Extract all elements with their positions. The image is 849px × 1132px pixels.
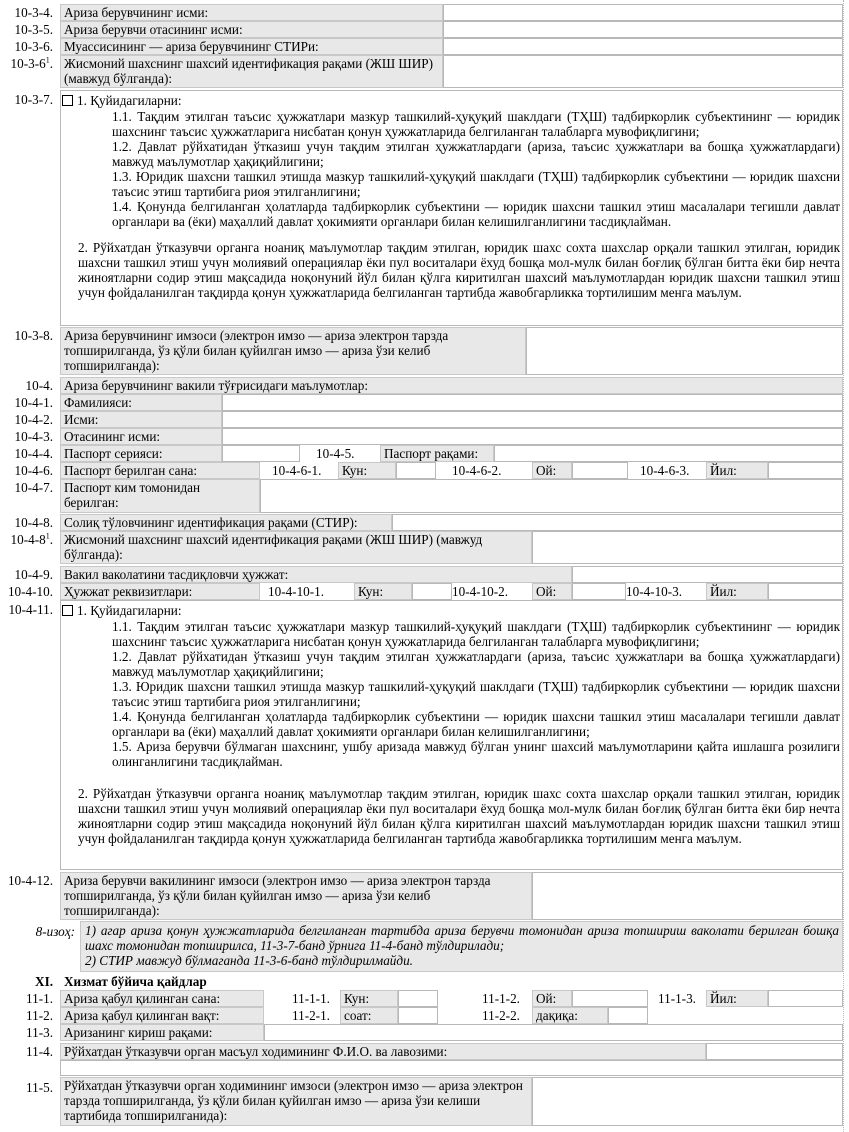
field-label: Ариза берувчи вакилининг имзоси (электрон имзо — ариза электрон тарзда топширилганда, ўз қўли билан қуйилган имзо — ариза ўзи келиб топширилганда): (60, 872, 532, 920)
item-number: 10-3-5. (14, 22, 53, 37)
declaration-checkbox-row[interactable]: 1. Қуйидагиларни: (62, 93, 182, 108)
official-name-field-extended[interactable] (60, 1060, 843, 1076)
page-margin-line (843, 0, 844, 1132)
section-number: XI. (35, 974, 53, 989)
year-field[interactable] (768, 990, 843, 1007)
field-label: Муассисининг — ариза берувчининг СТИРи: (60, 38, 443, 55)
note-text: 1) агар ариза қонун ҳужжатларида белгиланган тартибда ариза берувчи томонидан ариза топшириш ваколати берилган бошқа шахс томонидан топширилса, 11-3-7-банд ўрнига 11-4-банд тўлдирилади; 2) СТИР мавжуд бўлмаганда 11-3-6-банд тўлдирилмайди. (85, 923, 839, 968)
field-label: Ариза берувчи отасининг исми: (60, 21, 443, 38)
rep-patronymic-field[interactable] (222, 428, 843, 445)
month-field[interactable] (572, 990, 648, 1007)
field-label: Ариза қабул қилинган сана: (60, 990, 264, 1007)
field-label: Паспорт рақами: (380, 445, 494, 462)
field-label: Жисмоний шахснинг шахсий идентификация рақами (ЖШ ШИР) (мавжуд бўлганда): (60, 55, 443, 88)
authority-doc-field[interactable] (572, 566, 843, 583)
year-label: Йил: (706, 583, 768, 600)
hour-field[interactable] (398, 1007, 438, 1024)
founder-tin-field[interactable] (443, 38, 843, 55)
item-number: 11-2. (26, 1008, 53, 1023)
sub-number: 10-4-6-3. (640, 463, 690, 478)
checkbox[interactable] (62, 95, 73, 106)
item-number: 11-5. (26, 1080, 53, 1095)
item-number: 10-4-2. (14, 412, 53, 427)
item-number: $10-3-6^1$. (10, 55, 53, 71)
pinfl-field[interactable] (443, 55, 843, 88)
item-number: 10-4-4. (14, 446, 53, 461)
sub-number: 11-1-2. (482, 991, 520, 1006)
item-number: 10-4-10. (7, 584, 53, 599)
item-number: $10-4-8^1$. (10, 531, 53, 547)
item-number: 10-4-9. (14, 567, 53, 582)
month-label: Ой: (532, 583, 572, 600)
sub-number: 10-4-10-3. (626, 584, 683, 599)
rep-signature-field[interactable] (532, 872, 843, 920)
sub-number: 11-2-2. (482, 1008, 520, 1023)
item-number: 11-4. (26, 1044, 53, 1059)
passport-issuer-field[interactable] (260, 479, 843, 513)
rep-name-field[interactable] (222, 411, 843, 428)
day-field[interactable] (396, 462, 436, 479)
sub-number: 10-4-6-2. (452, 463, 502, 478)
item-number: 11-3. (26, 1025, 53, 1040)
day-field[interactable] (412, 583, 452, 600)
section-title: Хизмат бўйича қайдлар (64, 974, 207, 989)
month-label: Ой: (532, 462, 572, 479)
year-label: Йил: (706, 462, 768, 479)
day-label: Кун: (340, 990, 398, 1007)
item-number: 10-4-5. (316, 446, 355, 461)
item-number: 10-3-8. (14, 328, 53, 343)
month-field[interactable] (572, 583, 626, 600)
minute-label: дақиқа: (532, 1007, 608, 1024)
item-number: 11-1. (26, 991, 53, 1006)
item-number: 10-4-6. (14, 463, 53, 478)
note-label: 8-изоҳ: (35, 924, 75, 939)
sub-number: 10-4-10-1. (268, 584, 325, 599)
field-label: Паспорт берилган сана: (60, 462, 260, 479)
passport-number-field[interactable] (494, 445, 843, 462)
field-label: Рўйхатдан ўтказувчи орган масъул ходимининг Ф.И.О. ва лавозими: (60, 1043, 706, 1060)
month-field[interactable] (572, 462, 628, 479)
year-field[interactable] (768, 583, 843, 600)
entry-number-field[interactable] (264, 1024, 843, 1041)
field-label: Аризанинг кириш рақами: (60, 1024, 264, 1041)
field-label: Вакил ваколатини тасдиқловчи ҳужжат: (60, 566, 572, 583)
sub-number: 11-1-1. (292, 991, 330, 1006)
field-label: Жисмоний шахснинг шахсий идентификация рақами (ЖШ ШИР) (мавжуд бўлганда): (60, 531, 532, 564)
minute-field[interactable] (608, 1007, 648, 1024)
sub-number: 11-1-3. (658, 991, 696, 1006)
field-label: Исми: (60, 411, 222, 428)
sub-number: 10-4-6-1. (272, 463, 322, 478)
field-label: Паспорт серияси: (60, 445, 222, 462)
field-label: Паспорт ким томонидан берилган: (60, 479, 260, 513)
field-label: Отасининг исми: (60, 428, 222, 445)
field-label: Фамилияси: (60, 394, 222, 411)
item-number: 10-4-12. (7, 873, 53, 888)
rep-declaration-checkbox-row[interactable]: 1. Қуйидагиларни: (62, 603, 182, 618)
field-label: Рўйхатдан ўтказувчи орган ходимининг имзоси (электрон имзо — ариза электрон тарзда топширилганда, ўз қўли билан қуйилган имзо — ариза ўзи келиши тартибида топширилганида): (60, 1077, 532, 1126)
year-field[interactable] (768, 462, 843, 479)
hour-label: соат: (340, 1007, 398, 1024)
sub-number: 10-4-10-2. (452, 584, 509, 599)
sub-number: 11-2-1. (292, 1008, 330, 1023)
applicant-patronymic-field[interactable] (443, 21, 843, 38)
day-field[interactable] (398, 990, 438, 1007)
day-label: Кун: (354, 583, 412, 600)
official-name-field[interactable] (706, 1043, 843, 1060)
applicant-name-field[interactable] (443, 4, 843, 21)
passport-series-field[interactable] (222, 445, 300, 462)
field-label: Ариза берувчининг имзоси (электрон имзо — ариза электрон тарзда топширилганда, ўз қўли билан қуйилган имзо — ариза ўзи келиб топширилганда): (60, 327, 526, 375)
rep-tin-field[interactable] (392, 514, 843, 531)
signature-field[interactable] (526, 327, 843, 375)
item-number: 10-4-8. (14, 515, 53, 530)
item-number: 10-3-4. (14, 5, 53, 20)
item-number: 10-4-7. (14, 480, 53, 495)
rep-declaration-text: 1.1. Тақдим этилган таъсис ҳужжатлари мазкур ташкилий-ҳуқуқий шаклдаги (ТҲШ) тадбиркорлик субъектининг — юридик шахснинг таъсис ҳужжатларига нисбатан қонун ҳужжатларида белгиланган талабларга мувофиқлигини; 1.2. Давлат рўйхатидан ўтказиш учун тақдим этилган ҳужжатлардаги (ариза, таъсис ҳужжатлари ва бошқа ҳужжатлардаги) мавжуд маълумотлар ҳақиқийлигини; 1.3. Юридик шахсни ташкил этишда мазкур ташкилий-ҳуқуқий шаклдаги (ТҲШ) тадбиркорлик субъектини — юридик шахсни таъсис этиш тартибига риоя этилганлигини; 1.4. Қонунда белгиланган ҳолатларда тадбиркорлик субъектини — юридик шахсни ташкил этиш масалалари тегишли давлат органлари ва (ёки) маҳаллий давлат ҳокимияти органлари билан келишилганлигини; 1.5. Ариза берувчи бўлмаган шахснинг, ушбу аризада мавжуд бўлган унинг шахсий маълумотларини қайта ишлашга розилиги олинганлигини тасдиқлайман. (112, 619, 840, 769)
liability-text: 2. Рўйхатдан ўтказувчи органга ноаниқ маълумотлар тақдим этилган, юридик шахс сохта шахслар орқали ташкил этилган, юридик шахсни ташкил этиш учун молиявий операциялар ёки пул воситалари ёхуд бошқа мол-мулк билан боғлиқ бўлган битта ёки бир нечта жиноятларни содир этиш мақсадида ноқонуний йўл билан қўлга киритилган шахсий маълумотлардан юридик шахсни ташкил этиш учун фойдаланилган тақдирда қонун ҳужжатларида белгиланган тартибда жавобгарликка тортилишим менга маълум. (78, 240, 840, 300)
item-number: 10-3-7. (14, 92, 53, 107)
month-label: Ой: (532, 990, 572, 1007)
rep-liability-text: 2. Рўйхатдан ўтказувчи органга ноаниқ маълумотлар тақдим этилган, юридик шахс сохта шахслар орқали ташкил этилган, юридик шахсни ташкил этиш учун молиявий операциялар ёки пул воситалари ёхуд бошқа мол-мулк билан боғлиқ бўлган битта ёки бир нечта жиноятларни содир этиш мақсадида ноқонуний йўл билан қўлга киритилган шахсий маълумотлардан юридик шахсни ташкил этиш учун фойдаланилган тақдирда қонун ҳужжатларида белгиланган тартибда жавобгарликка тортилишим менга маълум. (78, 786, 840, 846)
field-label: Ҳужжат реквизитлари: (60, 583, 260, 600)
item-number: 10-4-11. (8, 602, 53, 617)
official-signature-field[interactable] (532, 1077, 843, 1126)
item-number: 10-4. (25, 378, 53, 393)
item-number: 10-4-1. (14, 395, 53, 410)
rep-pinfl-field[interactable] (532, 531, 843, 564)
section-label: Ариза берувчининг вакили тўғрисидаги маълумотлар: (64, 378, 369, 393)
field-label: Солиқ тўловчининг идентификация рақами (СТИР): (60, 514, 392, 531)
item-number: 10-4-3. (14, 429, 53, 444)
item-number: 10-3-6. (14, 39, 53, 54)
field-label: Ариза қабул қилинган вақт: (60, 1007, 264, 1024)
year-label: Йил: (706, 990, 768, 1007)
field-label: Ариза берувчининг исми: (60, 4, 443, 21)
checkbox[interactable] (62, 605, 73, 616)
rep-surname-field[interactable] (222, 394, 843, 411)
day-label: Кун: (338, 462, 396, 479)
declaration-text: 1.1. Тақдим этилган таъсис ҳужжатлари мазкур ташкилий-ҳуқуқий шаклдаги (ТҲШ) тадбиркорлик субъектининг — юридик шахснинг таъсис ҳужжатларига нисбатан қонун ҳужжатларида белгиланган талабларга мувофиқлигини; 1.2. Давлат рўйхатидан ўтказиш учун тақдим этилган ҳужжатлардаги (ариза, таъсис ҳужжатлари ва бошқа ҳужжатлардаги) мавжуд маълумотлар ҳақиқийлигини; 1.3. Юридик шахсни ташкил этишда мазкур ташкилий-ҳуқуқий шаклдаги (ТҲШ) тадбиркорлик субъектини — юридик шахсни таъсис этиш тартибига риоя этилганлигини; 1.4. Қонунда белгиланган ҳолатларда тадбиркорлик субъектини — юридик шахсни ташкил этиш масалалари тегишли давлат органлари ва (ёки) маҳаллий давлат ҳокимияти органлари билан келишилганлигини тасдиқлайман. (112, 109, 840, 229)
